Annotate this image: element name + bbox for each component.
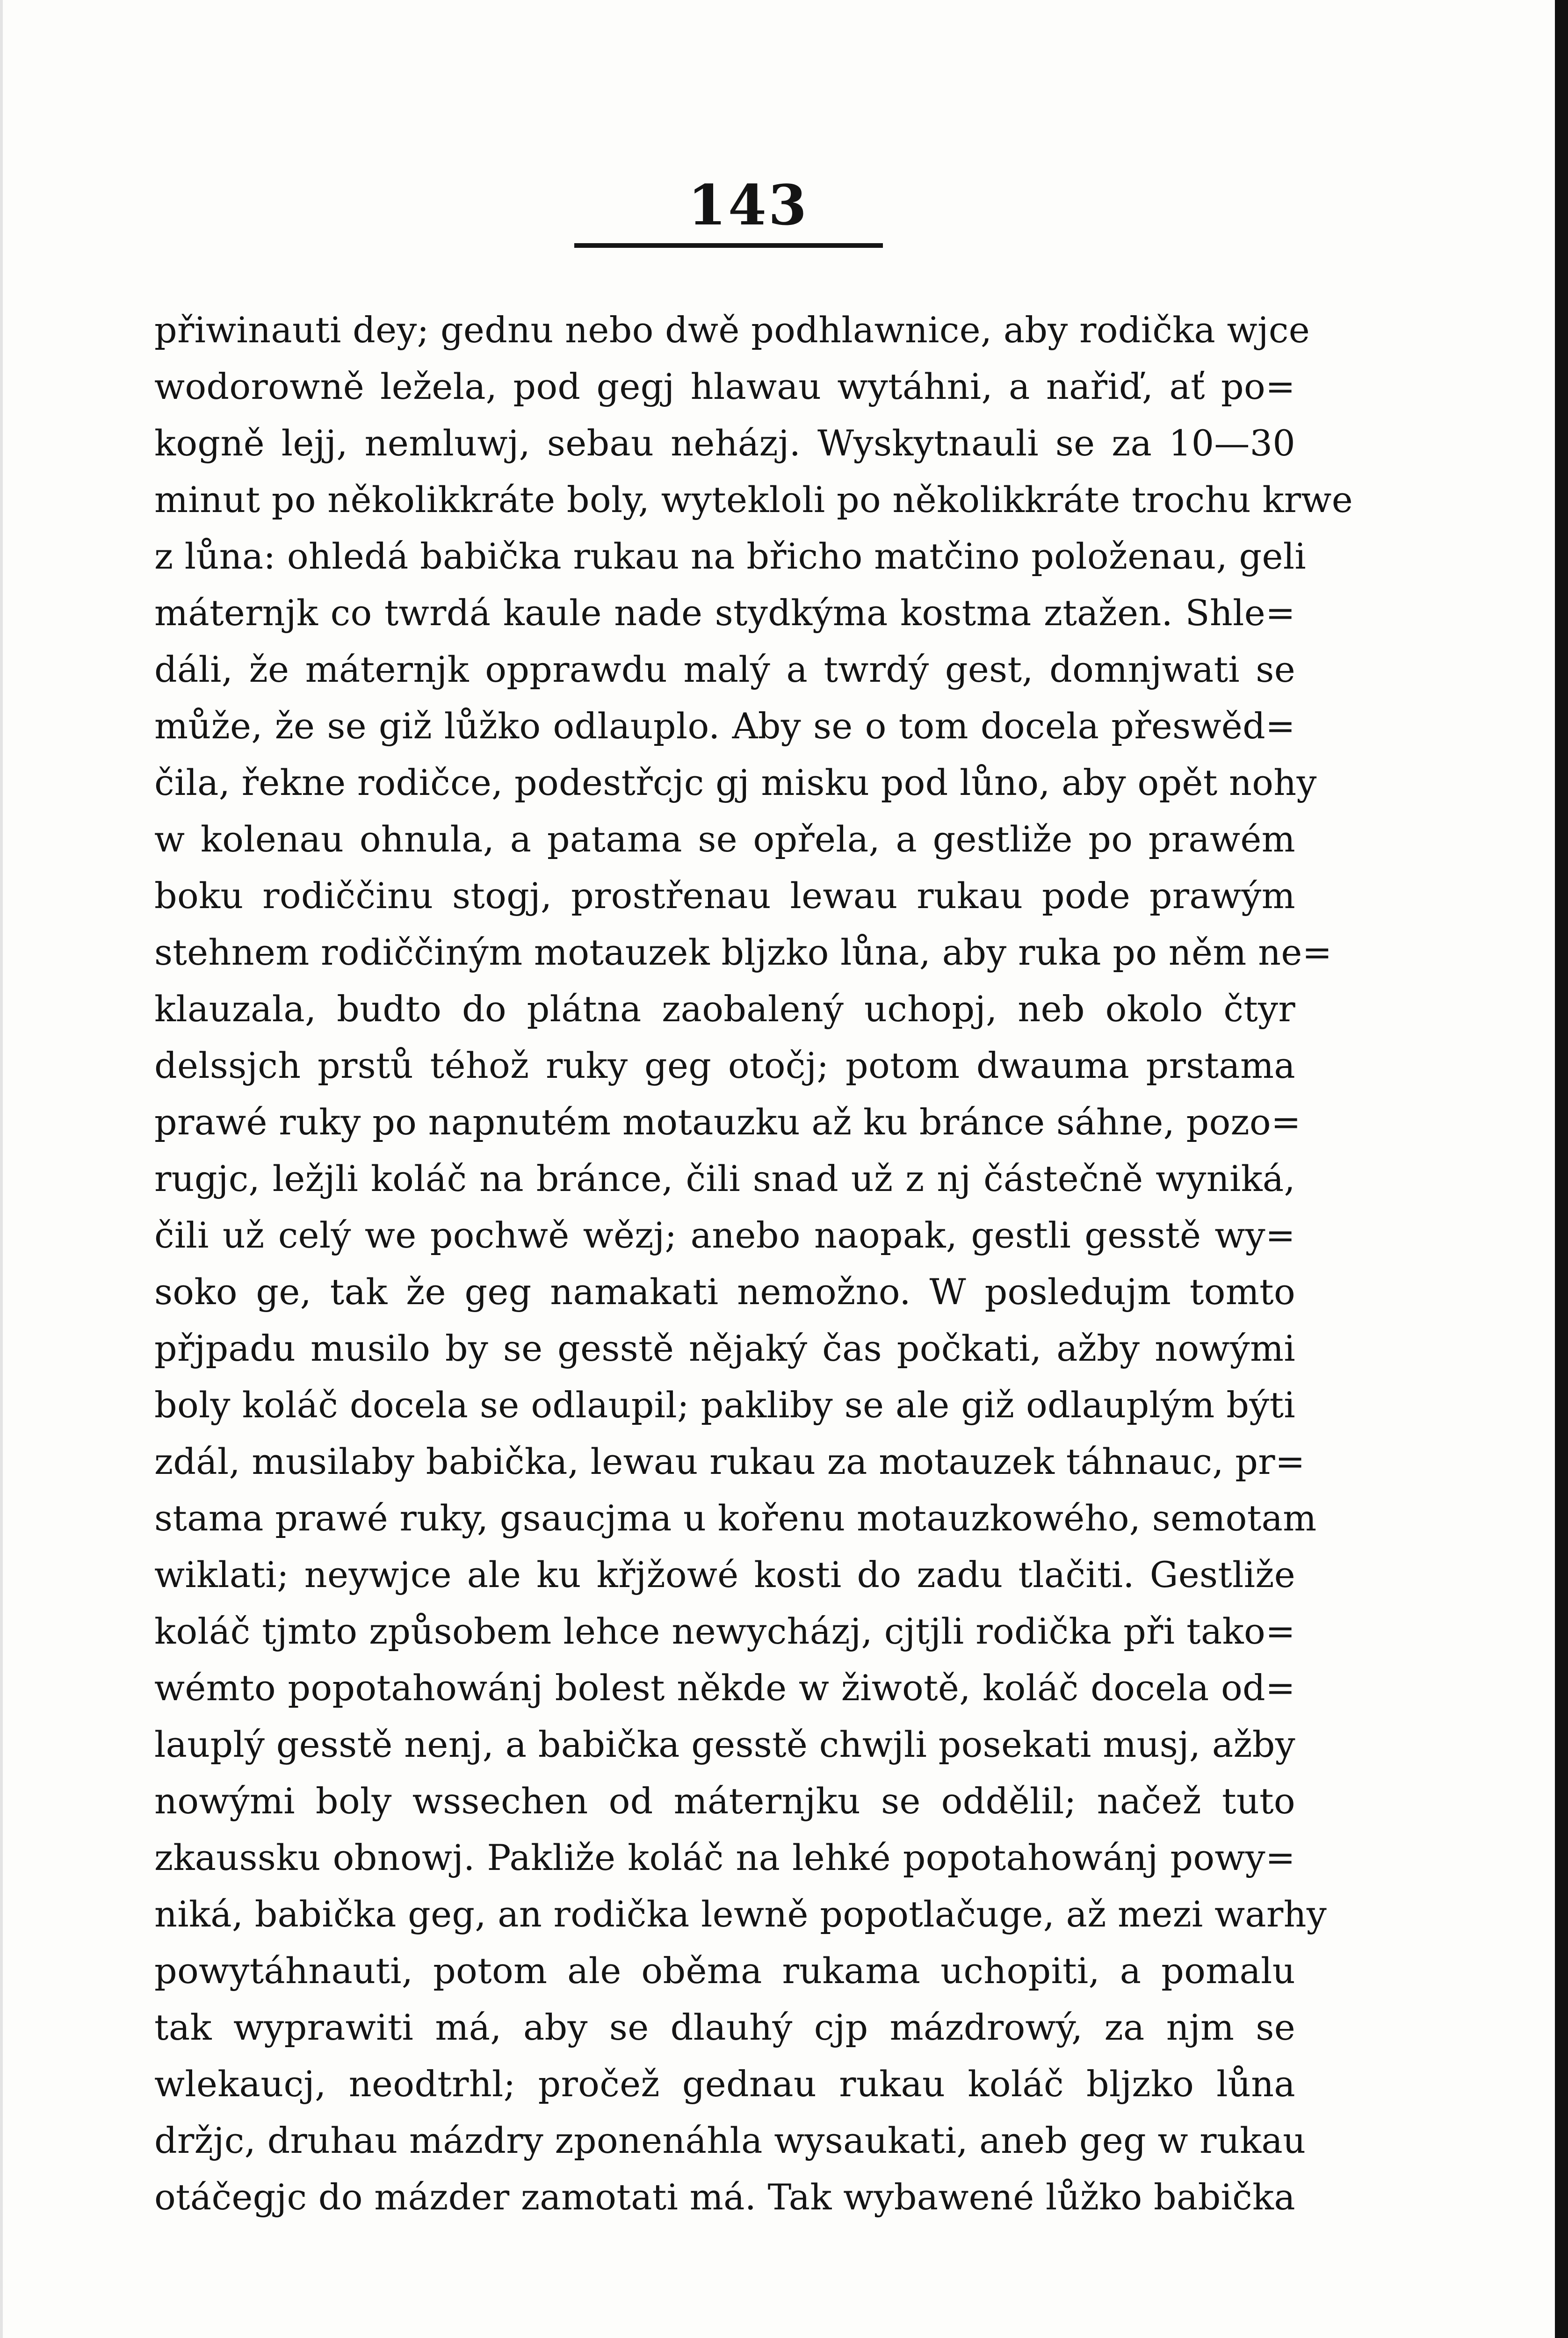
text-line: delssjch prstů téhož ruky geg otočj; potom dwauma prstama: [154, 1045, 1295, 1086]
text-line: wémto popotahowánj bolest někde w žiwotě, koláč docela od=: [154, 1667, 1295, 1709]
text-line: boly koláč docela se odlaupil; pakliby se ale giž odlauplým býti: [154, 1384, 1295, 1426]
text-line: soko ge, tak že geg namakati nemožno. W posledujm tomto: [154, 1271, 1295, 1313]
text-line: wlekaucj, neodtrhl; pročež gednau rukau koláč blјzko lůna: [154, 2063, 1295, 2105]
text-line: lauplý gesstě nenj, a babička gesstě chwjli posekati musj, ažby: [154, 1724, 1295, 1765]
body-text: [154, 302, 1353, 2225]
text-line: wodorowně ležela, pod gegj hlawau wytáhni, a nařiď, ať po=: [154, 366, 1295, 407]
text-line: přiwinauti dey; gednu nebo dwě podhlawnice, aby rodička wjce: [154, 309, 1310, 351]
scan-border-right: [1555, 0, 1568, 2338]
text-line: kogně lejj, nemluwj, sebau neházj. Wyskytnauli se za 10—30: [154, 422, 1295, 464]
text-line: dáli, že máternjk opprawdu malý a twrdý gest, domnjwati se: [154, 649, 1295, 690]
text-line: přjpadu musilo by se gesstě nějaký čas počkati, ažby nowými: [154, 1328, 1295, 1369]
text-line: máternjk co twrdá kaule nade stydkýma kostma ztažen. Shle=: [154, 592, 1295, 634]
text-line: může, že se giž lůžko odlauplo. Aby se o tom docela přeswěd=: [154, 705, 1295, 747]
text-line: rugjc, ležjli koláč na bránce, čili snad už z nj částečně wyniká,: [154, 1158, 1295, 1199]
text-line: čila, řekne rodičce, podestřcjc gj misku pod lůno, aby opět nohy: [154, 762, 1317, 803]
text-line: stehnem rodiččiným motauzek blјzko lůna, aby ruka po něm ne=: [154, 931, 1332, 973]
text-line: niká, babička geg, an rodička lewně popotlačuge, až mezi warhy: [154, 1893, 1327, 1935]
text-line: prawé ruky po napnutém motauzku až ku bránce sáhne, pozo=: [154, 1101, 1301, 1143]
text-line: držjc, druhau mázdry zponenáhla wysaukati, aneb geg w rukau: [154, 2120, 1306, 2161]
text-line: tak wyprawiti má, aby se dlauhý cjp mázdrowý, za njm se: [154, 2006, 1295, 2048]
text-line: otáčegjc do mázder zamotati má. Tak wybawené lůžko babička: [154, 2176, 1295, 2218]
text-line: zkaussku obnowj. Pakliže koláč na lehké popotahowánj powy=: [154, 1837, 1295, 1878]
text-line: wiklati; neywjce ale ku křjžowé kosti do zadu tlačiti. Gestliže: [154, 1554, 1295, 1595]
text-line: stama prawé ruky, gsaucjma u kořenu motauzkowého, semotam: [154, 1497, 1317, 1539]
text-line: čili už celý we pochwě wězj; anebo naopak, gestli gesstě wy=: [154, 1214, 1295, 1256]
header-rule: [574, 243, 883, 248]
text-line: nowými boly wssechen od máternjku se oddělil; načež tuto: [154, 1780, 1295, 1822]
page-left-edge: [0, 0, 3, 2338]
text-line: zdál, musilaby babička, lewau rukau za motauzek táhnauc, pr=: [154, 1441, 1305, 1482]
text-line: w kolenau ohnula, a patama se opřela, a gestliže po prawém: [154, 818, 1295, 860]
text-line: koláč tjmto způsobem lehce newycházj, cjtjli rodička při tako=: [154, 1610, 1295, 1652]
text-line: klauzala, budto do plátna zaobalený uchopj, neb okolo čtyr: [154, 988, 1295, 1030]
text-line: z lůna: ohledá babička rukau na břicho matčino položenau, geli: [154, 535, 1306, 577]
page-number: 143: [687, 173, 809, 238]
text-line: boku rodiččinu stogj, prostřenau lewau rukau pode prawým: [154, 875, 1295, 916]
text-line: minut po několikkráte boly, wytekloli po několikkráte trochu krwe: [154, 479, 1353, 520]
text-line: powytáhnauti, potom ale oběma rukama uchopiti, a pomalu: [154, 1950, 1295, 1992]
